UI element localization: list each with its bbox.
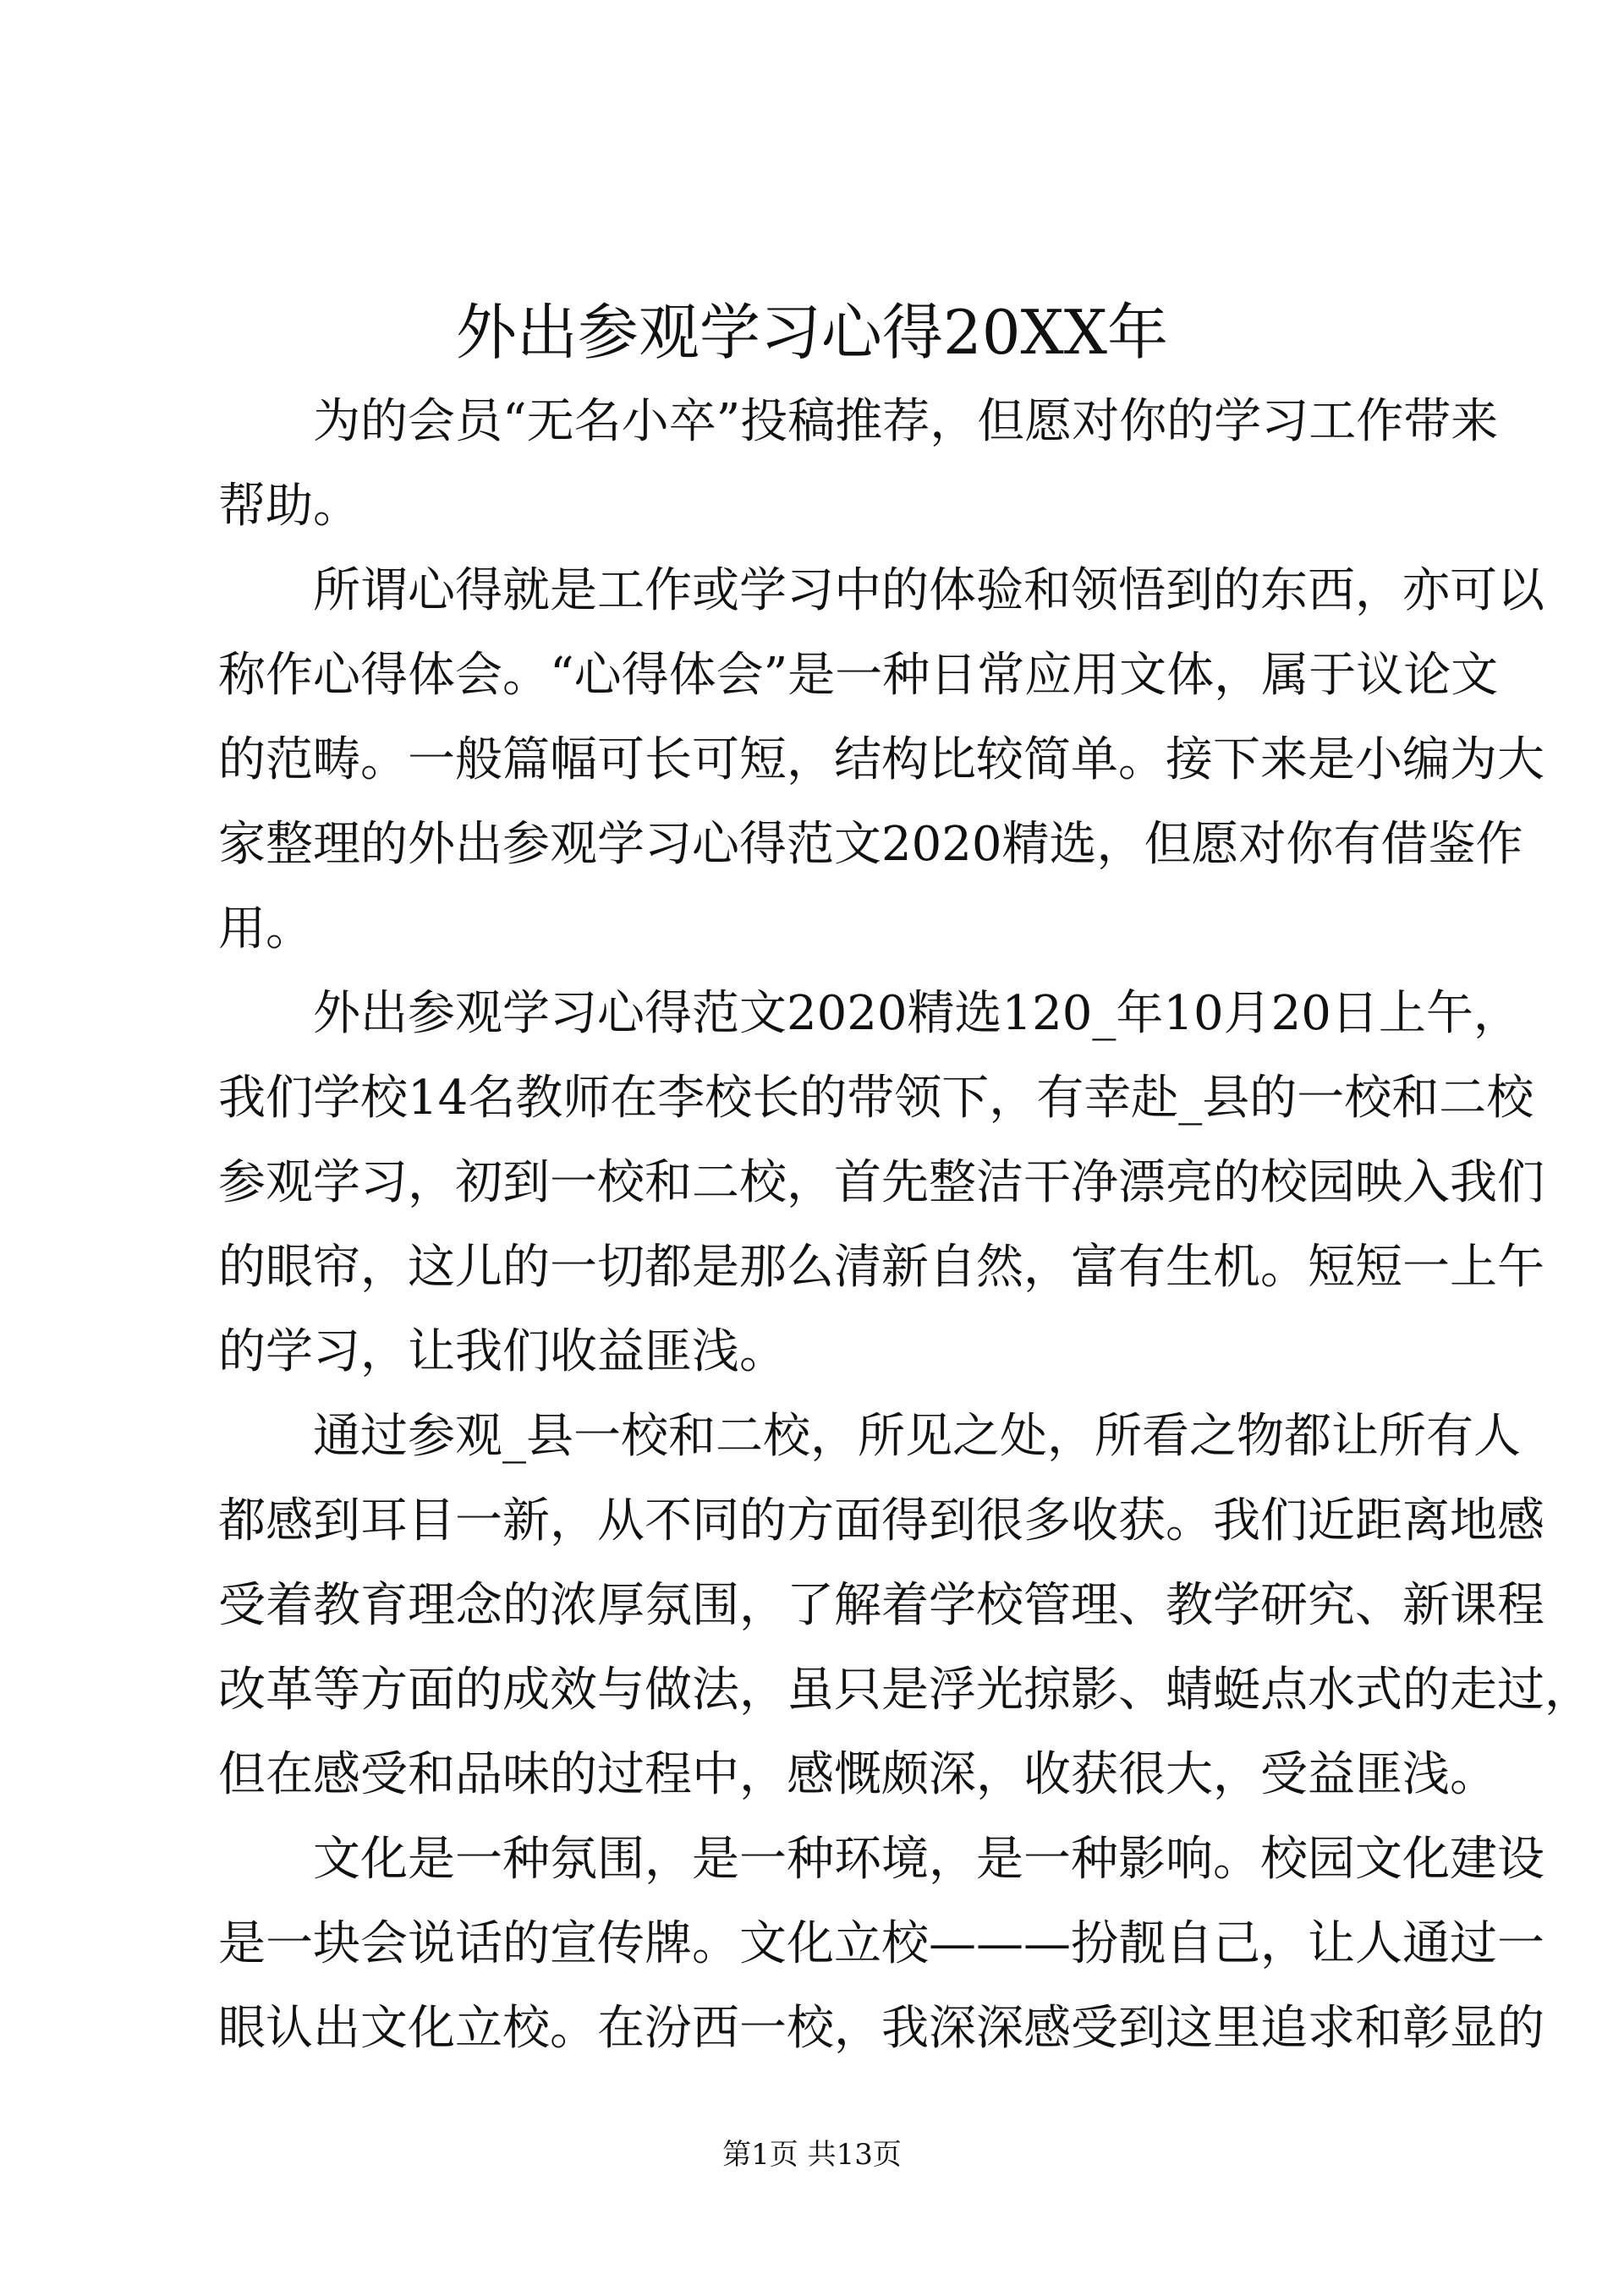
text-line: 用。: [218, 901, 313, 956]
text-line: 眼认出文化立校。在汾西一校，我深深感受到这里追求和彰显的: [218, 2001, 1544, 2056]
text-line: 改革等方面的成效与做法，虽只是浮光掠影、蜻蜓点水式的走过，: [218, 1663, 1592, 1718]
document-title: 外出参观学习心得20XX年: [455, 297, 1169, 368]
text-line: 称作心得体会。“心得体会”是一种日常应用文体，属于议论文: [218, 648, 1499, 703]
document-body: [218, 380, 1592, 2071]
text-line: 通过参观_县一校和二校，所见之处，所看之物都让所有人: [313, 1409, 1521, 1464]
text-line: 外出参观学习心得范文2020精选120_年10月20日上午，: [313, 986, 1521, 1041]
page-footer: 第1页 共13页: [722, 2138, 902, 2172]
text-line: 是一块会说话的宣传牌。文化立校———扮靓自己，让人通过一: [218, 1916, 1544, 1971]
paragraph: [218, 549, 1544, 972]
text-line: 我们学校14名教师在李校长的带领下，有幸赴_县的一校和二校: [218, 1071, 1534, 1126]
paragraph: [218, 1395, 1592, 1817]
text-line: 的眼帘，这儿的一切都是那么清新自然，富有生机。短短一上午: [218, 1240, 1544, 1295]
text-line: 文化是一种氛围，是一种环境，是一种影响。校园文化建设: [313, 1832, 1544, 1887]
text-line: 的范畴。一般篇幅可长可短，结构比较简单。接下来是小编为大: [218, 732, 1544, 787]
paragraph: [218, 380, 1499, 549]
text-line: 都感到耳目一新，从不同的方面得到很多收获。我们近距离地感: [218, 1493, 1544, 1548]
text-line: 为的会员“无名小卒”投稿推荐，但愿对你的学习工作带来: [313, 394, 1499, 449]
text-line: 参观学习，初到一校和二校，首先整洁干净漂亮的校园映入我们: [218, 1155, 1544, 1210]
text-line: 的学习，让我们收益匪浅。: [218, 1324, 787, 1379]
text-line: 家整理的外出参观学习心得范文2020精选，但愿对你有借鉴作: [218, 817, 1523, 872]
text-line: 帮助。: [218, 479, 360, 534]
paragraph: [218, 1817, 1544, 2071]
text-line: 但在感受和品味的过程中，感慨颇深，收获很大，受益匪浅。: [218, 1747, 1497, 1802]
text-line: 受着教育理念的浓厚氛围，了解着学校管理、教学研究、新课程: [218, 1578, 1544, 1633]
text-line: 所谓心得就是工作或学习中的体验和领悟到的东西，亦可以: [313, 563, 1544, 618]
paragraph: [218, 972, 1544, 1395]
